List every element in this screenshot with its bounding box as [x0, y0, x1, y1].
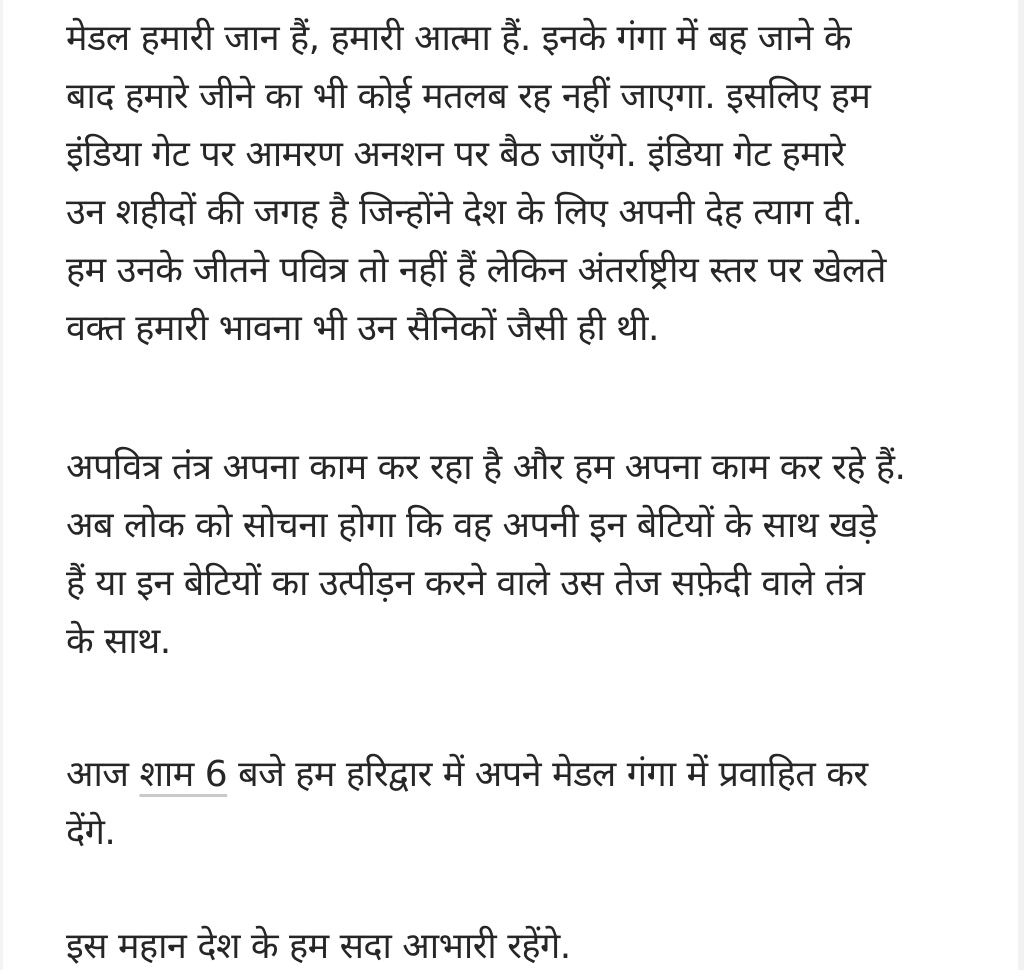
paragraph-gratitude: [66, 918, 966, 976]
time-link[interactable]: शाम 6: [139, 754, 228, 795]
text-line: इस महान देश के हम सदा आभारी रहेंगे.: [66, 926, 571, 967]
text-line: हैं या इन बेटियों का उत्पीड़न करने वाले उस तेज सफ़ेदी वाले तंत्र: [66, 563, 865, 604]
text-line: देंगे.: [66, 812, 116, 853]
text-line: हम उनके जीतने पवित्र तो नहीं हैं लेकिन अंतर्राष्ट्रीय स्तर पर खेलते: [66, 250, 886, 291]
left-edge: [0, 0, 3, 970]
scrollbar-track[interactable]: [1018, 0, 1024, 970]
text-line: उन शहीदों की जगह है जिन्होंने देश के लिए अपनी देह त्याग दी.: [66, 192, 863, 233]
paragraph-system: [66, 439, 966, 671]
paragraph-haridwar: [66, 746, 966, 862]
text-line: इंडिया गेट पर आमरण अनशन पर बैठ जाएँगे. इंडिया गेट हमारे: [66, 134, 845, 175]
text-fragment: आज: [66, 754, 140, 795]
text-line: अब लोक को सोचना होगा कि वह अपनी इन बेटियों के साथ खड़े: [66, 505, 877, 546]
text-line: अपवित्र तंत्र अपना काम कर रहा है और हम अपना काम कर रहे हैं.: [66, 447, 906, 488]
text-line: [66, 746, 966, 804]
paragraph-medals: [66, 10, 966, 358]
text-line: मेडल हमारी जान हैं, हमारी आत्मा हैं. इनके गंगा में बह जाने के: [66, 18, 851, 59]
text-line: के साथ.: [66, 621, 171, 662]
text-fragment: बजे हम हरिद्वार में अपने मेडल गंगा में प्रवाहित कर: [227, 754, 868, 795]
text-line: बाद हमारे जीने का भी कोई मतलब रह नहीं जाएगा. इसलिए हम: [66, 76, 871, 117]
text-line: वक्त हमारी भावना भी उन सैनिकों जैसी ही थी.: [66, 308, 659, 349]
